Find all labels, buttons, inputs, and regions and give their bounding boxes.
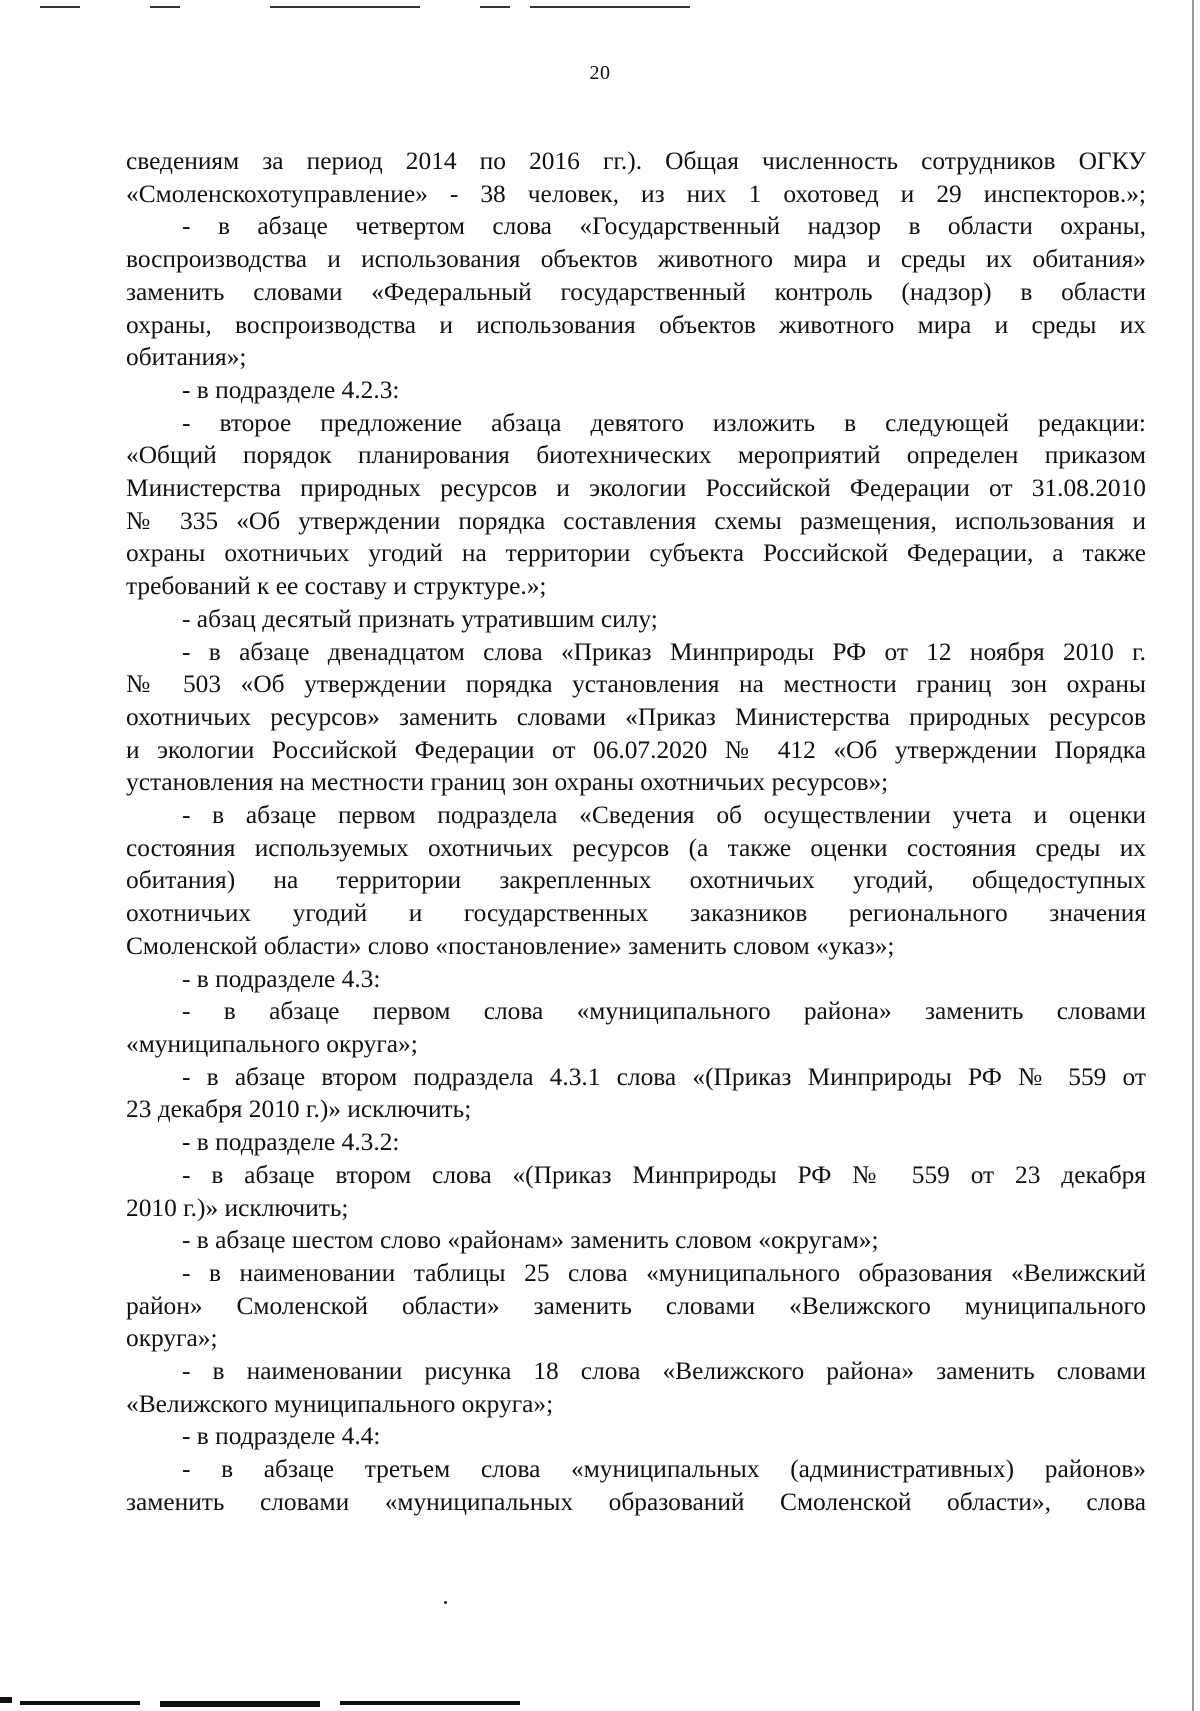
text-line: Смоленской области» слово «постановление» заменить словом «указ»;: [126, 931, 895, 960]
text-line: охраны, воспроизводства и использования объектов животного мира и среды их: [126, 310, 1146, 339]
text-line: 2010 г.)» исключить;: [126, 1193, 349, 1222]
text-line: округа»;: [126, 1324, 218, 1353]
text-line: № 503 «Об утверждении порядка установления на местности границ зон охраны: [126, 670, 1146, 699]
text-line: обитания»;: [126, 343, 247, 372]
text-line: «муниципального округа»;: [126, 1029, 418, 1058]
text-line: и экологии Российской Федерации от 06.07.2020 № 412 «Об утверждении Порядка: [126, 735, 1146, 764]
document-body: [126, 145, 1146, 1519]
text-line: - в наименовании таблицы 25 слова «муниципального образования «Велижский: [182, 1258, 1146, 1287]
text-line: - абзац десятый признать утратившим силу;: [182, 604, 658, 633]
text-line: обитания) на территории закрепленных охотничьих угодий, общедоступных: [126, 866, 1146, 895]
scan-speck: [444, 1601, 447, 1604]
text-line: требований к ее составу и структуре.»;: [126, 572, 547, 601]
text-line: - второе предложение абзаца девятого изложить в следующей редакции:: [182, 408, 1146, 437]
text-line: охраны охотничьих угодий на территории субъекта Российской Федерации, а также: [126, 539, 1146, 568]
text-line: - в абзаце двенадцатом слова «Приказ Минприроды РФ от 12 ноября 2010 г.: [182, 637, 1146, 666]
text-line: - в абзаце четвертом слова «Государственный надзор в области охраны,: [182, 212, 1146, 241]
text-line: «Смоленскохотуправление» - 38 человек, из них 1 охотовед и 29 инспекторов.»;: [126, 179, 1146, 208]
text-line: район» Смоленской области» заменить словами «Велижского муниципального: [126, 1291, 1146, 1320]
text-line: - в абзаце втором слова «(Приказ Минприроды РФ № 559 от 23 декабря: [182, 1160, 1146, 1189]
text-line: «Общий порядок планирования биотехнических мероприятий определен приказом: [126, 441, 1146, 470]
text-line: - в подразделе 4.2.3:: [182, 375, 400, 404]
text-line: охотничьих угодий и государственных заказников регионального значения: [126, 899, 1146, 928]
text-line: «Велижского муниципального округа»;: [126, 1389, 554, 1418]
text-line: - в подразделе 4.4:: [182, 1422, 381, 1451]
text-line: - в абзаце втором подраздела 4.3.1 слова «(Приказ Минприроды РФ № 559 от: [182, 1062, 1146, 1091]
text-line: воспроизводства и использования объектов животного мира и среды их обитания»: [126, 245, 1146, 274]
text-line: заменить словами «Федеральный государственный контроль (надзор) в области: [126, 277, 1146, 306]
text-line: - в абзаце первом подраздела «Сведения об осуществлении учета и оценки: [182, 801, 1146, 830]
text-line: сведениям за период 2014 по 2016 гг.). Общая численность сотрудников ОГКУ: [126, 147, 1146, 175]
text-line: охотничьих ресурсов» заменить словами «Приказ Министерства природных ресурсов: [126, 702, 1146, 731]
text-line: - в абзаце первом слова «муниципального района» заменить словами: [182, 997, 1146, 1026]
text-line: 23 декабря 2010 г.)» исключить;: [126, 1095, 472, 1124]
scan-artifact-right-edge: [1192, 0, 1194, 1711]
scan-artifact-bottom: [0, 1687, 1200, 1711]
text-line: - в абзаце третьем слова «муниципальных (административных) районов»: [182, 1455, 1146, 1484]
text-line: - в наименовании рисунка 18 слова «Велижского района» заменить словами: [182, 1357, 1146, 1386]
text-line: - в подразделе 4.3:: [182, 964, 381, 993]
text-line: Министерства природных ресурсов и экологии Российской Федерации от 31.08.2010: [126, 474, 1146, 503]
text-line: - в подразделе 4.3.2:: [182, 1128, 400, 1157]
text-line: установления на местности границ зон охраны охотничьих ресурсов»;: [126, 768, 889, 797]
text-line: № 335 «Об утверждении порядка составления схемы размещения, использования и: [126, 506, 1146, 535]
scan-artifact-top: [0, 0, 1200, 14]
page-number: 20: [589, 62, 611, 84]
text-line: - в абзаце шестом слово «районам» заменить словом «округам»;: [182, 1226, 879, 1255]
text-line: заменить словами «муниципальных образований Смоленской области», слова: [126, 1487, 1146, 1516]
text-line: состояния используемых охотничьих ресурсов (а также оценки состояния среды их: [126, 833, 1146, 862]
